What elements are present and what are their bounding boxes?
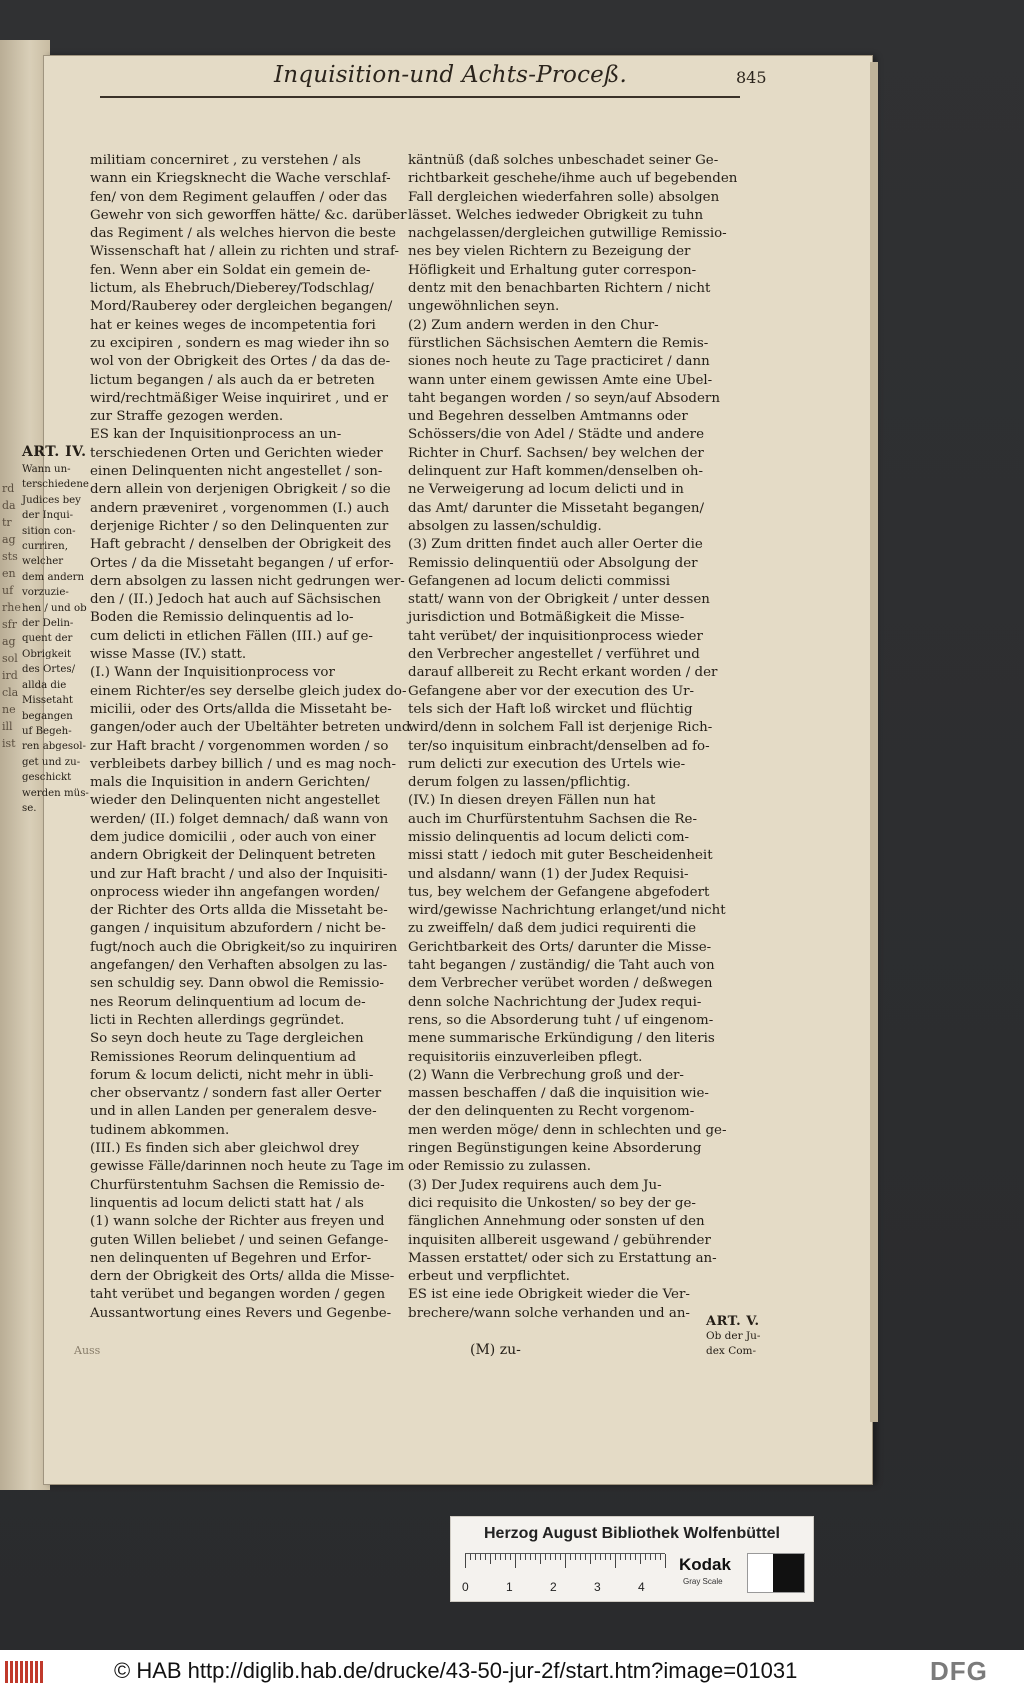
text-line: missio delinquentis ad locum delicti com- bbox=[408, 829, 690, 845]
ruler-tick bbox=[655, 1554, 656, 1560]
fragment-line: ist bbox=[2, 737, 16, 750]
ruler-tick bbox=[665, 1554, 666, 1568]
text-column-left bbox=[90, 152, 411, 1323]
text-line: tels sich der Haft loß wircket und flüchtig bbox=[408, 701, 693, 717]
hab-logo-icon bbox=[4, 1659, 48, 1685]
margin-note-line: Obrigkeit bbox=[22, 648, 72, 660]
text-line: fänglichen Annehmung oder sonsten uf den bbox=[408, 1214, 705, 1230]
ruler-number: 2 bbox=[550, 1580, 557, 1594]
text-line: tus, bey welchem der Gefangene abgefodert bbox=[408, 884, 710, 900]
text-line: dem Verbrecher verübet worden / deßwegen bbox=[408, 976, 713, 992]
text-line: derjenige Richter / so den Delinquenten zur bbox=[90, 518, 389, 534]
margin-note-line: uf Begeh- bbox=[22, 725, 72, 737]
text-line: (1) wann solche der Richter aus freyen und bbox=[90, 1214, 385, 1230]
ruler-number: 4 bbox=[638, 1580, 645, 1594]
text-line: Aussantwortung eines Revers und Gegenbe- bbox=[90, 1305, 392, 1321]
text-line: richtbarkeit geschehe/ihme auch uf begebenden bbox=[408, 171, 738, 187]
margin-note-line: se. bbox=[22, 802, 37, 814]
ruler-tick bbox=[600, 1554, 601, 1560]
ruler-tick bbox=[495, 1554, 496, 1560]
text-line: gangen/oder auch der Ubeltähter betreten und bbox=[90, 720, 411, 736]
text-line: dern der Obrigkeit des Orts/ allda die Misse- bbox=[90, 1269, 395, 1285]
ruler-tick bbox=[485, 1554, 486, 1560]
text-line: Massen erstattet/ oder sich zu Erstattung an- bbox=[408, 1250, 717, 1266]
fragment-line: en bbox=[2, 567, 16, 580]
text-line: delinquent zur Haft kommen/denselben oh- bbox=[408, 464, 704, 480]
ruler-tick bbox=[645, 1554, 646, 1560]
text-line: So seyn doch heute zu Tage dergleichen bbox=[90, 1031, 364, 1047]
ruler-tick bbox=[590, 1554, 591, 1564]
text-line: guten Willen beliebet / und seinen Gefange- bbox=[90, 1232, 389, 1248]
fragment-line: sfr bbox=[2, 618, 17, 631]
margin-note-line: curriren, bbox=[22, 541, 68, 553]
page-number: 845 bbox=[736, 68, 767, 87]
ruler-tick bbox=[565, 1554, 566, 1568]
ruler-tick bbox=[595, 1554, 596, 1560]
ruler-tick bbox=[650, 1554, 651, 1560]
margin-note-art-iv bbox=[22, 444, 88, 816]
text-line: Churfürstentuhm Sachsen die Remissio de- bbox=[90, 1177, 385, 1193]
text-line: tudinem abkommen. bbox=[90, 1122, 230, 1138]
text-line: Gefangene aber vor der execution des Ur- bbox=[408, 683, 695, 699]
margin-note-line: begangen bbox=[22, 710, 73, 722]
page-edge-shadow bbox=[870, 62, 878, 1422]
text-line: taht verübet/ der inquisitionprocess wieder bbox=[408, 628, 703, 644]
text-line: lässet. Welches iedweder Obrigkeit zu tuhn bbox=[408, 207, 704, 223]
text-line: mene summarische Erkündigung / den literis bbox=[408, 1031, 715, 1047]
text-line: derum folgen zu lassen/pflichtig. bbox=[408, 775, 631, 791]
text-line: (2) Zum andern werden in den Chur- bbox=[408, 317, 659, 333]
text-line: statt/ wann von der Obrigkeit / unter dessen bbox=[408, 592, 710, 608]
text-line: linquentis ad locum delicti statt hat / als bbox=[90, 1195, 364, 1211]
ruler-tick bbox=[615, 1554, 616, 1568]
text-line: der Richter des Orts allda die Missetaht be- bbox=[90, 903, 388, 919]
text-line: terschiedenen Orten und Gerichten wieder bbox=[90, 445, 383, 461]
fragment-line: sts bbox=[2, 550, 18, 563]
text-line: (3) Der Judex requirens auch dem Ju- bbox=[408, 1177, 662, 1193]
text-line: wol von der Obrigkeit des Ortes / da das de- bbox=[90, 354, 391, 370]
text-line: nachgelassen/dergleichen gutwillige Remissio- bbox=[408, 226, 727, 242]
running-title: Inquisition-und Achts-Proceß. bbox=[274, 62, 628, 88]
text-line: missi statt / iedoch mit guter Bescheidenheit bbox=[408, 848, 713, 864]
margin-note-line: Wann un- bbox=[22, 464, 71, 475]
color-target-card bbox=[450, 1516, 814, 1602]
text-line: licti in Rechten allerdings gegründet. bbox=[90, 1012, 345, 1028]
kodak-logo: Kodak bbox=[679, 1555, 731, 1574]
text-line: auch im Churfürstentuhm Sachsen die Re- bbox=[408, 811, 698, 827]
text-line: cum delicti in etlichen Fällen (III.) auf ge- bbox=[90, 628, 373, 644]
text-line: (2) Wann die Verbrechung groß und der- bbox=[408, 1067, 684, 1083]
text-line: wisse Masse (IV.) statt. bbox=[90, 647, 247, 663]
margin-note-art-v bbox=[706, 1314, 806, 1359]
text-line: dentz mit den benachbarten Richtern / nicht bbox=[408, 281, 711, 297]
text-line: gewisse Fälle/darinnen noch heute zu Tage im bbox=[90, 1159, 405, 1175]
text-line: dern allein von derjenigen Obrigkeit / so die bbox=[90, 482, 391, 498]
text-line: dern absolgen zu lassen nicht gedrungen wer- bbox=[90, 573, 405, 589]
ruler-tick bbox=[635, 1554, 636, 1560]
text-line: ter/so inquisitum einbracht/denselben ad fo- bbox=[408, 738, 710, 754]
ruler-tick bbox=[545, 1554, 546, 1560]
text-line: jurisdiction und Botmäßigkeit die Misse- bbox=[408, 610, 685, 626]
text-line: angefangen/ den Verhaften absolgen zu las- bbox=[90, 958, 388, 974]
margin-note-line: Missetaht bbox=[22, 695, 73, 707]
text-line: lictum begangen / als auch da er betreten bbox=[90, 372, 375, 388]
margin-note-line: geschickt bbox=[22, 772, 72, 784]
ruler-tick bbox=[620, 1554, 621, 1560]
fragment-line: da bbox=[2, 499, 16, 512]
text-line: mals die Inquisition in andern Gerichten/ bbox=[90, 775, 370, 791]
text-line: forum & locum delicti, nicht mehr in übli- bbox=[90, 1067, 374, 1083]
text-line: nen delinquenten uf Begehren und Erfor- bbox=[90, 1250, 372, 1266]
text-line: wieder den Delinquenten nicht angestellet bbox=[90, 793, 380, 809]
text-line: (IV.) In diesen dreyen Fällen nun hat bbox=[408, 793, 656, 809]
text-line: wann unter einem gewissen Amte eine Ubel- bbox=[408, 372, 713, 388]
text-line: den Verbrecher angestellet / verführet und bbox=[408, 647, 700, 663]
footer-credit-link[interactable]: © HAB http://diglib.hab.de/drucke/43-50-jur-2f/start.htm?image=01031 bbox=[114, 1658, 798, 1683]
margin-note-line: Judices bey bbox=[22, 494, 81, 506]
margin-note-line: terschiedene bbox=[22, 479, 89, 491]
ruler-tick bbox=[465, 1554, 466, 1568]
text-line: Schössers/die von Adel / Städte und andere bbox=[408, 427, 705, 443]
ruler-tick bbox=[530, 1554, 531, 1560]
margin-note-line: Ob der Ju- bbox=[706, 1330, 761, 1342]
text-line: rum delicti zur execution des Urtels wie- bbox=[408, 756, 686, 772]
text-line: Boden die Remissio delinquentis ad lo- bbox=[90, 610, 354, 626]
margin-note-line: welcher bbox=[22, 556, 64, 568]
text-line: hat er keines weges de incompetentia fori bbox=[90, 317, 376, 333]
margin-note-lines bbox=[706, 1329, 806, 1359]
text-line: dici requisito die Unkosten/ so bey der ge- bbox=[408, 1195, 696, 1211]
margin-note-line: ren abgesol- bbox=[22, 741, 86, 753]
text-line: einen Delinquenten nicht angestellet / son- bbox=[90, 464, 383, 480]
catchword: (M) zu- bbox=[470, 1342, 521, 1358]
text-line: verbleibets darbey billich / und es mag noch- bbox=[90, 756, 397, 772]
text-line: und alsdann/ wann (1) der Judex Requisi- bbox=[408, 866, 689, 882]
text-line: fürstlichen Sächsischen Aemtern die Remis- bbox=[408, 335, 709, 351]
text-line: oder Remissio zu zulassen. bbox=[408, 1159, 591, 1175]
ruler-number: 0 bbox=[462, 1580, 469, 1594]
ruler-tick bbox=[660, 1554, 661, 1560]
text-line: andern præveniret , vorgenommen (I.) auch bbox=[90, 500, 390, 516]
text-line: zu zweiffeln/ daß dem judici requirenti die bbox=[408, 921, 697, 937]
text-line: ne Verweigerung ad locum delicti und in bbox=[408, 482, 684, 498]
text-line: Mord/Rauberey oder dergleichen begangen/ bbox=[90, 299, 393, 315]
text-line: zu excipiren , sondern es mag wieder ihn so bbox=[90, 335, 390, 351]
ruler-tick bbox=[540, 1554, 541, 1564]
margin-note-line: der Delin- bbox=[22, 618, 74, 630]
margin-note-line: allda die bbox=[22, 679, 67, 691]
library-name: Herzog August Bibliothek Wolfenbüttel bbox=[484, 1525, 780, 1542]
text-line: inquisiten allbereit usgewand / gebührender bbox=[408, 1232, 711, 1248]
text-line: sen schuldig sey. Dann obwol die Remissio- bbox=[90, 976, 384, 992]
text-line: wann ein Kriegsknecht die Wache verschlaf- bbox=[90, 171, 391, 187]
ruler-tick bbox=[610, 1554, 611, 1560]
text-line: und zur Haft bracht / und also der Inquisiti- bbox=[90, 866, 388, 882]
text-line: zur Straffe gezogen werden. bbox=[90, 409, 284, 425]
ruler-tick bbox=[605, 1554, 606, 1560]
ruler-tick bbox=[525, 1554, 526, 1560]
margin-note-line: sition con- bbox=[22, 525, 76, 537]
header-rule bbox=[100, 96, 740, 98]
article-label: ART. V. bbox=[706, 1314, 760, 1329]
article-label: ART. IV. bbox=[22, 444, 87, 460]
ruler-number: 3 bbox=[594, 1580, 601, 1594]
text-line: das Regiment / als welches hiervon die beste bbox=[90, 226, 396, 242]
gray-scale-label: Gray Scale bbox=[683, 1577, 723, 1586]
text-line: siones noch heute zu Tage practiciret / dann bbox=[408, 354, 710, 370]
ruler-tick bbox=[640, 1554, 641, 1564]
text-line: wird/denn in solchem Fall ist derjenige Rich- bbox=[408, 720, 713, 736]
text-line: erbeut und verpflichtet. bbox=[408, 1269, 570, 1285]
text-line: käntnüß (daß solches unbeschadet seiner Ge- bbox=[408, 153, 719, 168]
text-line: Ortes / da die Missetaht begangen / uf erfor- bbox=[90, 555, 394, 571]
text-line: wird/gewisse Nachrichtung erlanget/und nicht bbox=[408, 903, 726, 919]
ruler-tick bbox=[570, 1554, 571, 1560]
fragment-line: tr bbox=[2, 516, 12, 529]
text-line: absolgen zu lassen/schuldig. bbox=[408, 518, 602, 534]
text-line: gangen / inquisitum abzufordern / nicht be- bbox=[90, 921, 386, 937]
fragment-line: rhe bbox=[2, 601, 21, 614]
scale-ruler bbox=[462, 1553, 665, 1594]
text-line: Gefangenen ad locum delicti commissi bbox=[408, 573, 671, 589]
ruler-tick bbox=[505, 1554, 506, 1560]
fragment-line: ill bbox=[2, 720, 13, 733]
text-line: den / (II.) Jedoch hat auch auf Sächsischen bbox=[90, 592, 382, 608]
fragment-line: ird bbox=[2, 669, 18, 682]
text-line: men werden möge/ denn in schlechten und ge- bbox=[408, 1122, 727, 1138]
text-line: Remissio delinquentiü oder Absolgung der bbox=[408, 555, 698, 571]
ruler-tick bbox=[560, 1554, 561, 1560]
text-line: onprocess wieder ihn angefangen worden/ bbox=[90, 884, 380, 900]
margin-note-line: werden müs- bbox=[22, 787, 89, 799]
text-line: und in allen Landen per generalem desve- bbox=[90, 1104, 377, 1120]
text-column-right bbox=[408, 152, 738, 1323]
text-line: dem judice domicilii , oder auch von einer bbox=[90, 829, 376, 845]
text-line: massen beschaffen / daß die inquisition wie- bbox=[408, 1086, 709, 1102]
text-line: Fall dergleichen wiederfahren solle) absolgen bbox=[408, 189, 720, 205]
margin-note-line: dem andern bbox=[22, 571, 85, 583]
dfg-logo: DFG bbox=[930, 1656, 988, 1686]
ruler-tick bbox=[475, 1554, 476, 1560]
fragment-line: ne bbox=[2, 703, 16, 716]
text-line: nes bey vielen Richtern zu Bezeigung der bbox=[408, 244, 691, 260]
text-line: wird/rechtmäßiger Weise inquiriret , und er bbox=[90, 390, 388, 406]
fragment-line: uf bbox=[2, 584, 14, 597]
text-line: Haft gebracht / denselben der Obrigkeit des bbox=[90, 537, 392, 553]
text-line: und Begehren desselben Amtmanns oder bbox=[408, 409, 688, 425]
text-line: Gewehr von sich geworffen hätte/ &c. darüber bbox=[90, 207, 407, 223]
ruler-tick bbox=[585, 1554, 586, 1560]
ruler-tick bbox=[575, 1554, 576, 1560]
ruler-number: 1 bbox=[506, 1580, 513, 1594]
margin-note-line: hen / und ob bbox=[22, 602, 87, 614]
text-line: nes Reorum delinquentium ad locum de- bbox=[90, 994, 366, 1010]
text-line: fen. Wenn aber ein Soldat ein gemein de- bbox=[90, 262, 371, 278]
text-line: brechere/wann solche verhanden und an- bbox=[408, 1305, 690, 1321]
ruler-tick bbox=[510, 1554, 511, 1560]
margin-note-line: des Ortes/ bbox=[22, 664, 76, 676]
text-line: taht begangen worden / so seyn/auf Absodern bbox=[408, 390, 720, 406]
text-line: (3) Zum dritten findet auch aller Oerter die bbox=[408, 537, 703, 553]
gray-swatch bbox=[747, 1553, 805, 1593]
text-line: rens, so die Absorderung tuht / uf eingenom- bbox=[408, 1012, 714, 1028]
fragment-line: ag bbox=[2, 635, 16, 648]
margin-note-line: quent der bbox=[22, 633, 73, 645]
text-line: Höfligkeit und Erhaltung guter correspon- bbox=[408, 262, 697, 278]
text-line: (I.) Wann der Inquisitionprocess vor bbox=[90, 665, 335, 681]
ruler-tick bbox=[625, 1554, 626, 1560]
text-line: ungewöhnlichen seyn. bbox=[408, 299, 560, 315]
ruler-tick bbox=[480, 1554, 481, 1560]
text-line: requisitoriis einzuverleiben pflegt. bbox=[408, 1049, 643, 1065]
text-line: Wissenschaft hat / allein zu richten und straf- bbox=[90, 244, 399, 260]
fragment-line: rd bbox=[2, 482, 15, 495]
fragment-line: cla bbox=[2, 686, 19, 699]
text-line: fen/ von dem Regiment gelauffen / oder das bbox=[90, 189, 388, 205]
ruler-tick bbox=[580, 1554, 581, 1560]
ruler-tick bbox=[470, 1554, 471, 1560]
text-line: micilii, oder des Orts/allda die Missetaht be- bbox=[90, 701, 392, 717]
ruler-tick bbox=[550, 1554, 551, 1560]
ruler-tick bbox=[515, 1554, 516, 1568]
text-line: lictum, als Ehebruch/Dieberey/Todschlag/ bbox=[90, 281, 374, 297]
margin-note-lines bbox=[22, 462, 88, 816]
text-line: zur Haft bracht / vorgenommen worden / so bbox=[90, 738, 389, 754]
ruler-tick bbox=[630, 1554, 631, 1560]
text-line: ES ist eine iede Obrigkeit wieder die Ver- bbox=[408, 1287, 690, 1303]
text-line: darauf allbereit zu Recht erkant worden / der bbox=[408, 665, 718, 681]
ruler-tick bbox=[500, 1554, 501, 1560]
ruler-tick bbox=[535, 1554, 536, 1560]
ruler-tick bbox=[520, 1554, 521, 1560]
text-line: taht verübet und begangen worden / gegen bbox=[90, 1287, 386, 1303]
text-line: Richter in Churf. Sachsen/ bey welchen der bbox=[408, 445, 704, 461]
ruler-tick bbox=[490, 1554, 491, 1564]
text-line: Gerichtbarkeit des Orts/ darunter die Misse- bbox=[408, 939, 712, 955]
fragment-line: ag bbox=[2, 533, 16, 546]
fragment-line: sol bbox=[2, 652, 18, 665]
text-line: cher observantz / sondern fast aller Oerter bbox=[90, 1086, 382, 1102]
text-line: einem Richter/es sey derselbe gleich judex do- bbox=[90, 683, 407, 699]
margin-note-line: der Inqui- bbox=[22, 510, 74, 522]
text-line: Remissiones Reorum delinquentium ad bbox=[90, 1049, 357, 1065]
text-line: militiam concerniret , zu verstehen / als bbox=[90, 153, 361, 168]
signature-mark: Auss bbox=[74, 1344, 101, 1357]
text-line: werden/ (II.) folget demnach/ daß wann von bbox=[90, 811, 389, 827]
text-line: andern Obrigkeit der Delinquent betreten bbox=[90, 848, 376, 864]
margin-note-line: dex Com- bbox=[706, 1345, 757, 1357]
ruler-tick bbox=[555, 1554, 556, 1560]
text-line: denn solche Nachrichtung der Judex requi- bbox=[408, 994, 702, 1010]
text-line: (III.) Es finden sich aber gleichwol drey bbox=[90, 1141, 360, 1157]
margin-note-line: vorzuzie- bbox=[22, 587, 69, 599]
text-line: ES kan der Inquisitionprocess an un- bbox=[90, 427, 342, 443]
text-line: fugt/noch auch die Obrigkeit/so zu inquiriren bbox=[90, 939, 398, 955]
footer-bar bbox=[0, 1650, 1024, 1690]
text-line: das Amt/ darunter die Missetaht begangen/ bbox=[408, 500, 704, 516]
text-line: der den delinquenten zu Recht vorgenom- bbox=[408, 1104, 695, 1120]
text-line: ringen Begünstigungen keine Absorderung bbox=[408, 1141, 702, 1157]
margin-note-line: get und zu- bbox=[22, 756, 81, 768]
text-line: taht begangen / zuständig/ die Taht auch von bbox=[408, 958, 715, 974]
